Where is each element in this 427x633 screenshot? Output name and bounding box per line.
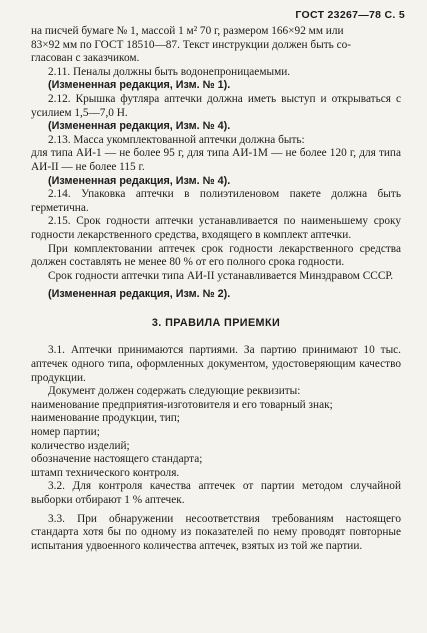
page-header: ГОСТ 23267—78 С. 5	[295, 9, 405, 21]
requirement-item: количество изделий;	[31, 439, 130, 452]
clause-3-1-doc: Документ должен содержать следующие реквизиты:	[48, 385, 301, 398]
amendment-note: (Измененная редакция, Изм. № 2).	[48, 288, 231, 301]
clause-2-14: 2.14. Упаковка аптечки в полиэтиленовом пакете должна быть герметична.	[31, 188, 401, 214]
amendment-note: (Измененная редакция, Изм. № 4).	[48, 174, 231, 187]
amendment-note: (Измененная редакция, Изм. № 1).	[48, 79, 231, 92]
requirement-item: штамп технического контроля.	[31, 466, 180, 479]
clause-2-13: 2.13. Масса укомплектованной аптечки должна быть:	[48, 133, 305, 146]
requirement-item: обозначение настоящего стандарта;	[31, 453, 203, 466]
clause-3-1: 3.1. Аптечки принимаются партиями. За партию принимают 10 тыс. аптечек одного типа, оформленных документом, удостоверяющим качество продукции.	[31, 344, 401, 384]
clause-2-12: 2.12. Крышка футляра аптечки должна иметь выступ и открываться с усилием 1,5—7,0 Н.	[31, 92, 401, 119]
text-line: 83×92 мм по ГОСТ 18510—87. Текст инструкции должен быть со-	[31, 38, 352, 51]
requirement-item: наименование предприятия-изготовителя и его товарный знак;	[31, 398, 333, 411]
text-line: на писчей бумаге № 1, массой 1 м² 70 г, размером 166×92 мм или	[31, 25, 344, 37]
text-line: гласован с заказчиком.	[31, 52, 140, 65]
clause-2-15-para: Срок годности аптечки типа АИ-II устанавливается Минздравом СССР.	[48, 269, 394, 282]
requirement-item: наименование продукции, тип;	[31, 412, 180, 425]
requirement-item: номер партии;	[31, 426, 100, 439]
amendment-note: (Измененная редакция, Изм. № 4).	[48, 120, 231, 133]
clause-3-2: 3.2. Для контроля качества аптечек от партии методом случайной выборки отбирают 1 % аптечек.	[31, 480, 401, 506]
clause-2-15: 2.15. Срок годности аптечки устанавливается по наименьшему сроку годности лекарственного средства, входящего в комплект аптечки.	[31, 215, 401, 241]
clause-3-3: 3.3. При обнаружении несоответствия требованиям настоящего стандарта хотя бы по одному из показателей по нему проводят повторные испытания удвоенного количества аптечек, взятых из той же партии.	[31, 512, 401, 552]
clause-2-15-para: При комплектовании аптечек срок годности лекарственного средства должен составлять не менее 80 % от его полного срока годности.	[31, 242, 401, 269]
section-heading: 3. ПРАВИЛА ПРИЕМКИ	[151, 316, 281, 329]
clause-2-11: 2.11. Пеналы должны быть водонепроницаемыми.	[48, 65, 291, 78]
clause-2-13-text: для типа АИ-1 — не более 95 г, для типа АИ-1М — не более 120 г, для типа АИ-II — не более 115 г.	[31, 147, 401, 173]
document-body	[31, 25, 401, 553]
